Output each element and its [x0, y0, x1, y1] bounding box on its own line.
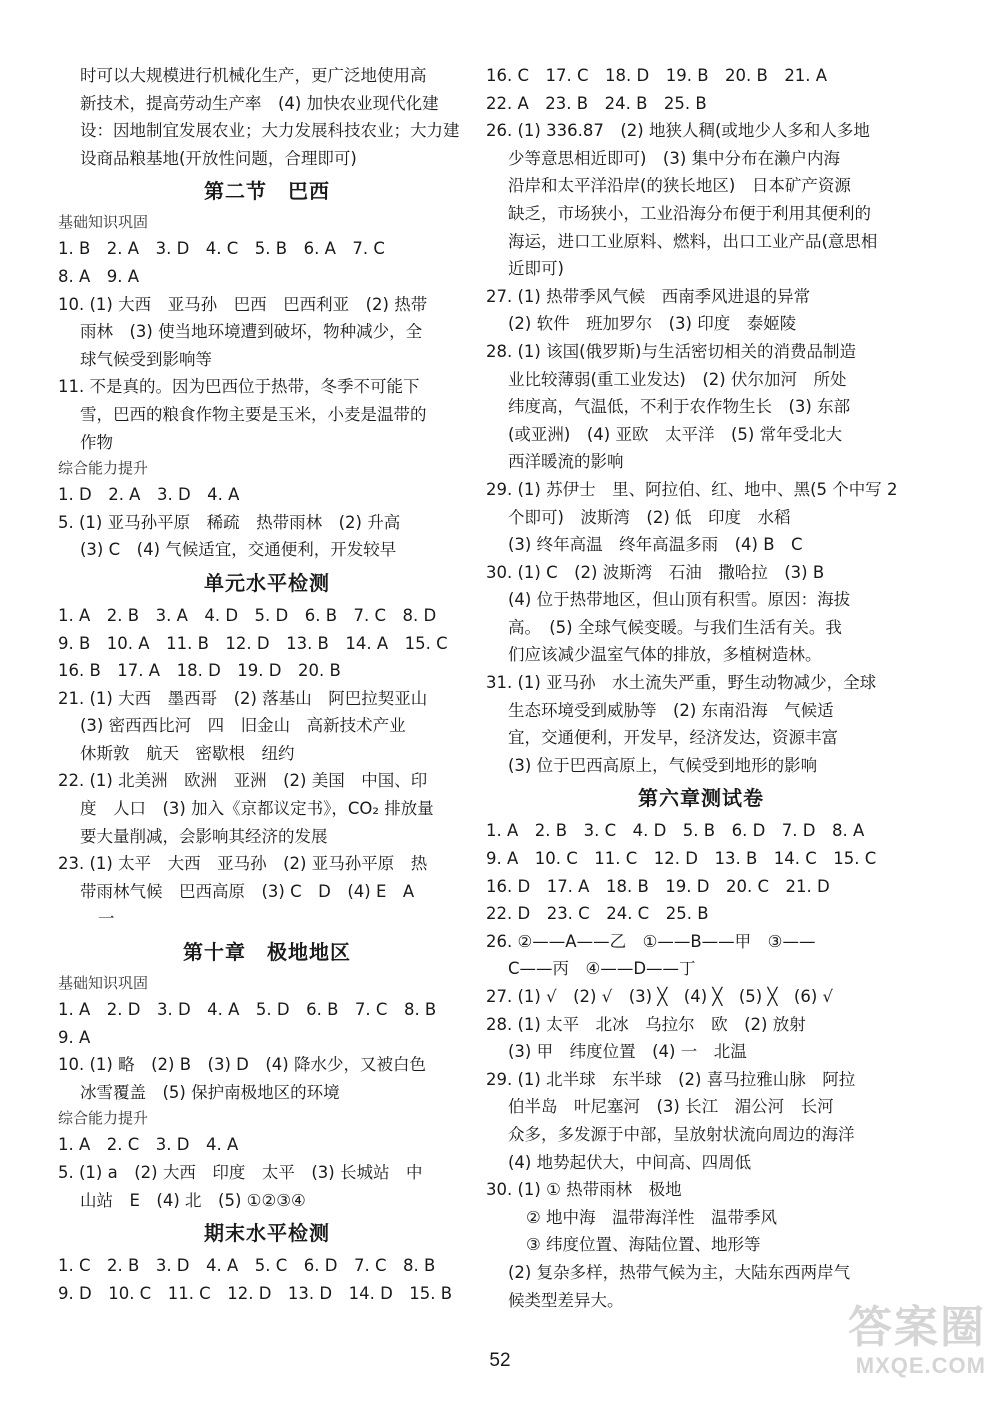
- answer-line: 业比较薄弱(重工业发达) (2) 伏尔加河 所处: [508, 369, 847, 389]
- answer-line: 1. A 2. B 3. C 4. D 5. B 6. D 7. D 8. A: [486, 821, 865, 841]
- answer-line: 少等意思相近即可) (3) 集中分布在濑户内海: [508, 148, 841, 168]
- answer-line: 度 人口 (3) 加入《京都议定书》，CO₂ 排放量: [80, 799, 434, 819]
- answer-line: 缺乏，市场狭小，工业沿海分布便于利用其便利的: [508, 203, 871, 223]
- answer-line: 16. D 17. A 18. B 19. D 20. C 21. D: [486, 876, 830, 896]
- right-column: [486, 62, 916, 1314]
- answer-line: 10. (1) 略 (2) B (3) D (4) 降水少，又被白色: [58, 1055, 426, 1075]
- answer-line: 28. (1) 该国(俄罗斯)与生活密切相关的消费品制造: [486, 341, 856, 361]
- answer-line: 纬度高，气温低，不利于农作物生长 (3) 东部: [508, 397, 851, 417]
- answer-line: 宜，交通便利，开发早，经济发达，资源丰富: [508, 728, 838, 748]
- answer-line: ② 地中海 温带海洋性 温带季风: [526, 1207, 778, 1227]
- answer-line: (3) 甲 纬度位置 (4) 一 北温: [508, 1042, 747, 1062]
- answer-line: (或亚洲) (4) 亚欧 太平洋 (5) 常年受北大: [508, 424, 843, 444]
- answer-line: C——丙 ④——D——丁: [508, 959, 696, 979]
- subsection-label: 基础知识巩固: [58, 974, 149, 993]
- answer-line: 27. (1) √ (2) √ (3) ╳ (4) ╳ (5) ╳ (6) √: [486, 987, 834, 1006]
- answer-line: 9. A: [58, 1027, 91, 1047]
- answer-line: 30. (1) C (2) 波斯湾 石油 撒哈拉 (3) B: [486, 562, 825, 582]
- answer-line: 9. D 10. C 11. C 12. D 13. D 14. D 15. B: [58, 1283, 453, 1303]
- answer-line: 带雨林气候 巴西高原 (3) C D (4) E A: [80, 881, 415, 901]
- answer-line: 26. (1) 336.87 (2) 地狭人稠(或地少人多和人多地: [486, 121, 870, 141]
- answer-line: 时可以大规模进行机械化生产，更广泛地使用高: [80, 66, 427, 85]
- section-heading: 第二节 巴西: [204, 179, 330, 204]
- answer-line: 候类型差异大。: [508, 1290, 624, 1310]
- answer-line: (3) C (4) 气候适宜，交通便利，开发较早: [80, 540, 397, 560]
- answer-line: (3) 终年高温 终年高温多雨 (4) B C: [508, 535, 803, 555]
- answer-line: 29. (1) 苏伊士 里、阿拉伯、红、地中、黑(5 个中写 2: [486, 479, 898, 499]
- watermark-logo-text: 答案圈: [848, 1302, 986, 1353]
- answer-line: 16. B 17. A 18. D 19. D 20. B: [58, 661, 341, 681]
- watermark-logo: [776, 1303, 986, 1393]
- answer-line: 31. (1) 亚马孙 水土流失严重，野生动物减少，全球: [486, 673, 877, 693]
- answer-line: 11. 不是真的。因为巴西位于热带，冬季不可能下: [58, 377, 420, 397]
- answer-line: 22. D 23. C 24. C 25. B: [486, 904, 709, 924]
- answer-line: 们应该减少温室气体的排放，多植树造林。: [508, 645, 822, 665]
- answer-line: 球气候受到影响等: [80, 349, 212, 369]
- answer-line: 新技术，提高劳动生产率 (4) 加快农业现代化建: [80, 93, 439, 113]
- answer-line: (3) 位于巴西高原上，气候受到地形的影响: [508, 755, 818, 775]
- section-heading: 期末水平检测: [204, 1221, 330, 1246]
- answer-line: 23. (1) 太平 大西 亚马孙 (2) 亚马孙平原 热: [58, 854, 428, 874]
- answer-line: 9. A 10. C 11. C 12. D 13. B 14. C 15. C: [486, 849, 877, 869]
- answer-line: 22. (1) 北美洲 欧洲 亚洲 (2) 美国 中国、印: [58, 771, 428, 791]
- answer-line: ③ 纬度位置、海陆位置、地形等: [526, 1235, 761, 1255]
- answer-line: 10. (1) 大西 亚马孙 巴西 巴西利亚 (2) 热带: [58, 294, 428, 314]
- section-heading: 单元水平检测: [204, 570, 330, 595]
- answer-line: 21. (1) 大西 墨西哥 (2) 落基山 阿巴拉契亚山: [58, 688, 428, 708]
- answer-line: 高。 (5) 全球气候变暖。与我们生活有关。我: [508, 617, 842, 637]
- answer-line: 海运，进口工业原料、燃料，出口工业产品(意思相: [508, 231, 878, 251]
- answer-line: 一: [98, 909, 115, 929]
- answer-line: (2) 复杂多样，热带气候为主，大陆东西两岸气: [508, 1262, 851, 1282]
- answer-line: 1. A 2. D 3. D 4. A 5. D 6. B 7. C 8. B: [58, 1000, 437, 1020]
- answer-line: 1. A 2. B 3. A 4. D 5. D 6. B 7. C 8. D: [58, 605, 437, 625]
- watermark-url: MXQE.COM: [855, 1353, 986, 1378]
- subsection-label: 基础知识巩固: [58, 213, 149, 232]
- answer-line: 沿岸和太平洋沿岸(的狭长地区) 日本矿产资源: [508, 176, 851, 196]
- answer-line: 22. A 23. B 24. B 25. B: [486, 93, 707, 113]
- answer-line: (4) 地势起伏大，中间高、四周低: [508, 1152, 752, 1172]
- answer-line: 1. D 2. A 3. D 4. A: [58, 485, 240, 505]
- answer-line: 要大量削减，会影响其经济的发展: [80, 826, 328, 846]
- left-column: [58, 62, 476, 1307]
- answer-line: 西洋暖流的影响: [508, 452, 624, 472]
- answer-line: 生态环境受到威胁等 (2) 东南沿海 气候适: [508, 700, 834, 720]
- answer-line: 伯半岛 叶尼塞河 (3) 长江 湄公河 长河: [508, 1097, 834, 1117]
- answer-line: 1. C 2. B 3. D 4. A 5. C 6. D 7. C 8. B: [58, 1256, 436, 1276]
- answer-line: 山站 E (4) 北 (5) ①②③④: [80, 1190, 306, 1210]
- answer-line: 1. B 2. A 3. D 4. C 5. B 6. A 7. C: [58, 239, 385, 259]
- answer-line: 28. (1) 太平 北冰 乌拉尔 欧 (2) 放射: [486, 1014, 806, 1034]
- answer-line: 8. A 9. A: [58, 266, 140, 286]
- answer-line: 1. A 2. C 3. D 4. A: [58, 1135, 239, 1155]
- answer-line: 雨林 (3) 使当地环境遭到破坏，物种减少，全: [80, 322, 423, 342]
- subsection-label: 综合能力提升: [58, 459, 149, 478]
- answer-line: 休斯敦 航天 密歇根 纽约: [80, 743, 295, 763]
- answer-line: (2) 软件 班加罗尔 (3) 印度 泰姬陵: [508, 314, 797, 334]
- subsection-label: 综合能力提升: [58, 1109, 149, 1128]
- answer-line: 近即可): [508, 259, 564, 279]
- answer-line: (3) 密西西比河 四 旧金山 高新技术产业: [80, 716, 406, 736]
- answer-line: 设：因地制宜发展农业；大力发展科技农业；大力建: [80, 121, 460, 141]
- answer-line: 26. ②——A——乙 ①——B——甲 ③——: [486, 931, 816, 951]
- answer-line: 27. (1) 热带季风气候 西南季风进退的异常: [486, 286, 811, 306]
- answer-line: 作物: [80, 432, 113, 452]
- answer-line: 冰雪覆盖 (5) 保护南极地区的环境: [80, 1082, 340, 1102]
- answer-line: 16. C 17. C 18. D 19. B 20. B 21. A: [486, 66, 828, 85]
- answer-line: (4) 位于热带地区，但山顶有积雪。原因：海拔: [508, 590, 851, 610]
- section-heading: 第六章测试卷: [638, 786, 764, 811]
- page-number: 52: [489, 1350, 511, 1371]
- answer-line: 30. (1) ① 热带雨林 极地: [486, 1180, 682, 1200]
- section-heading: 第十章 极地地区: [183, 940, 351, 965]
- answer-line: 设商品粮基地(开放性问题，合理即可): [80, 148, 357, 168]
- answer-line: 29. (1) 北半球 东半球 (2) 喜马拉雅山脉 阿拉: [486, 1069, 856, 1089]
- answer-line: 9. B 10. A 11. B 12. D 13. B 14. A 15. C: [58, 633, 448, 653]
- answer-line: 众多，多发源于中部，呈放射状流向周边的海洋: [508, 1124, 855, 1144]
- answer-line: 个即可) 波斯湾 (2) 低 印度 水稻: [508, 507, 791, 527]
- answer-line: 雪，巴西的粮食作物主要是玉米，小麦是温带的: [80, 404, 427, 424]
- answer-line: 5. (1) a (2) 大西 印度 太平 (3) 长城站 中: [58, 1163, 423, 1182]
- answer-line: 5. (1) 亚马孙平原 稀疏 热带雨林 (2) 升高: [58, 512, 401, 532]
